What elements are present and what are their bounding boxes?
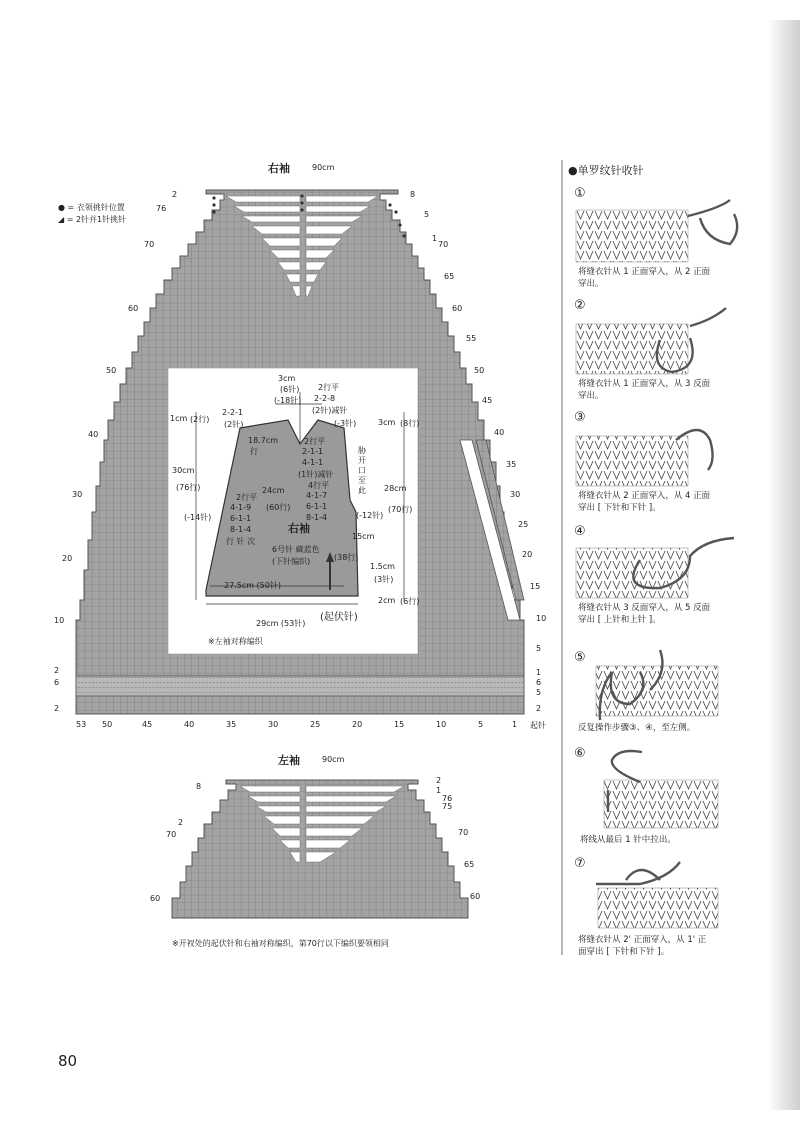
schematic-label: (2行): [190, 415, 210, 424]
row-label: 65: [464, 860, 475, 869]
row-label: 60: [470, 892, 481, 901]
schematic-title: 右袖: [288, 522, 310, 535]
row-label: 40: [494, 428, 505, 437]
row-label: 2: [178, 818, 184, 827]
schematic-label: 24cm: [262, 486, 285, 495]
col-label: 50: [102, 720, 113, 729]
step-caption: 将缝衣针从 2' 正面穿入，从 1' 正面穿出 [ 下针和下针 ]。: [578, 935, 707, 957]
step-caption: 将缝衣针从 3 反面穿入，从 5 反面穿出 [ 上针和上针 ]。: [578, 603, 711, 625]
row-label: 8: [196, 782, 202, 791]
legend-decrease: ◢ = 2针并1针挑针: [58, 215, 127, 224]
schematic-label: (6行): [400, 597, 420, 606]
row-label: 60: [150, 894, 161, 903]
left-sleeve-note: ※开衩处的起伏针和右袖对称编织，第70行以下编织要领相同: [172, 939, 389, 948]
left-sleeve-title: 左袖: [278, 754, 300, 767]
row-label: 25: [518, 520, 529, 529]
col-label: 10: [436, 720, 447, 729]
row-label: 30: [510, 490, 521, 499]
schematic-label: 4行平: [308, 481, 330, 490]
row-label: 2: [54, 704, 60, 713]
row-label: 60: [128, 304, 139, 313]
row-label: 50: [106, 366, 117, 375]
schematic-label: (2针)减针: [312, 406, 348, 415]
row-label: 5: [424, 210, 430, 219]
step-number: ⑤: [574, 650, 586, 665]
schematic-label: (76行): [176, 483, 201, 492]
step2-illustration: [576, 324, 688, 374]
step7-illustration: [598, 888, 718, 928]
schematic-label: (8行): [400, 419, 420, 428]
col-label: 25: [310, 720, 321, 729]
legend-pickup: ● = 衣领挑针位置: [58, 203, 125, 212]
row-label: 2: [172, 190, 178, 199]
schematic-label: (-12针): [356, 511, 384, 520]
row-label: 1: [436, 786, 442, 795]
step-number: ②: [574, 298, 586, 313]
row-label: 30: [72, 490, 83, 499]
schematic-label: 6号针 藏蓝色: [272, 545, 320, 554]
col-label: 45: [142, 720, 153, 729]
schematic-label: 2cm: [378, 596, 396, 605]
schematic-label: 6-1-1: [230, 514, 252, 523]
row-label: 35: [506, 460, 517, 469]
row-label: 6: [536, 678, 542, 687]
cast-on-method: (起伏针): [320, 612, 358, 623]
schematic-label: 8-1-4: [306, 513, 328, 522]
step-number: ⑦: [574, 856, 586, 871]
schematic-label: 行 针 次: [226, 537, 256, 546]
row-label: 60: [452, 304, 463, 313]
schematic-label: (2针): [224, 420, 244, 429]
step-number: ④: [574, 524, 586, 539]
bindoff-title: ●单罗纹针收针: [568, 164, 644, 177]
row-label: 10: [536, 614, 547, 623]
schematic-label: 28cm: [384, 484, 407, 493]
schematic-label: (下针编织): [272, 557, 311, 566]
row-label: 20: [522, 550, 533, 559]
step-number: ⑥: [574, 746, 586, 761]
step1-illustration: [576, 210, 688, 262]
schematic-label: (-18针): [274, 396, 302, 405]
right-sleeve-rib-band: [76, 676, 524, 696]
row-label: 5: [536, 644, 542, 653]
row-label: 70: [144, 240, 155, 249]
row-label: 70: [438, 240, 449, 249]
schematic-label: 8-1-4: [230, 525, 252, 534]
col-label: 40: [184, 720, 195, 729]
row-label: 8: [410, 190, 416, 199]
step-caption: 将线从最后 1 针中拉出。: [580, 835, 676, 845]
col-label: 30: [268, 720, 279, 729]
cast-on-label: 起针: [530, 721, 546, 730]
schematic-label: 4-1-9: [230, 503, 252, 512]
schematic-label: 3cm: [278, 374, 296, 383]
row-label: 2: [54, 666, 60, 675]
right-sleeve-note: ※左袖对称编织: [208, 637, 263, 646]
left-sleeve-width: 90cm: [322, 755, 345, 764]
schematic-label: (38行): [334, 553, 359, 562]
schematic-label: 1.5cm: [370, 562, 395, 571]
step-caption: 将缝衣针从 2 正面穿入，从 4 正面穿出 [ 下针和下针 ]。: [578, 491, 711, 513]
row-label: 2: [436, 776, 442, 785]
row-label: 1: [536, 668, 542, 677]
schematic-label: 29cm (53针): [256, 619, 306, 628]
step-number: ①: [574, 186, 586, 201]
schematic-label: (-3针): [334, 419, 357, 428]
row-label: 76: [442, 794, 453, 803]
row-label: 50: [474, 366, 485, 375]
step5-illustration: [596, 666, 718, 716]
row-label: 45: [482, 396, 493, 405]
col-label: 53: [76, 720, 87, 729]
schematic-label: 4-1-7: [306, 491, 328, 500]
step1-yarn: [688, 200, 737, 244]
row-label: 76: [156, 204, 167, 213]
row-label: 1: [432, 234, 438, 243]
schematic-label: 15cm: [352, 532, 375, 541]
step4-illustration: [576, 548, 688, 598]
row-label: 55: [466, 334, 477, 343]
schematic-label: (70行): [388, 505, 413, 514]
schematic-label: 3cm: [378, 418, 396, 427]
row-label: 40: [88, 430, 99, 439]
schematic-label: 18.7cm: [248, 436, 279, 445]
schematic-label: (6针): [280, 385, 300, 394]
step-number: ③: [574, 410, 586, 425]
step3-illustration: [576, 436, 688, 486]
col-label: 1: [512, 720, 518, 729]
step-caption: 将缝衣针从 1 正面穿入，从 2 正面穿出。: [578, 267, 711, 289]
row-label: 20: [62, 554, 73, 563]
row-label: 65: [444, 272, 455, 281]
row-label: 10: [54, 616, 65, 625]
schematic-label: (-14针): [184, 513, 212, 522]
step7-yarn: [596, 862, 680, 884]
schematic-label: 1cm: [170, 414, 188, 423]
armhole-note: 胁开口至此: [358, 446, 366, 495]
row-label: 75: [442, 802, 453, 811]
col-label: 5: [478, 720, 484, 729]
schematic-label: 2行平: [304, 437, 326, 446]
row-label: 70: [166, 830, 177, 839]
schematic-label: 2-2-1: [222, 408, 244, 417]
row-label: 15: [530, 582, 541, 591]
chart-legend: [58, 202, 126, 226]
step-caption: 将缝衣针从 1 正面穿入，从 3 反面穿出。: [578, 379, 711, 401]
page-number: 80: [58, 1052, 78, 1070]
col-label: 15: [394, 720, 405, 729]
row-label: 70: [458, 828, 469, 837]
right-sleeve-width: 90cm: [312, 163, 335, 172]
col-label: 20: [352, 720, 363, 729]
schematic-label: (60行): [266, 503, 291, 512]
step6-illustration: [604, 780, 718, 828]
row-label: 5: [536, 688, 542, 697]
right-sleeve-title: 右袖: [268, 162, 290, 175]
schematic-label: 30cm: [172, 466, 195, 475]
schematic-label: 行: [250, 447, 258, 456]
step-caption: 反复操作步骤③、④，至左侧。: [578, 723, 696, 733]
schematic-label: 27.5cm (50针): [224, 581, 281, 590]
schematic-label: 2行平: [318, 383, 340, 392]
left-sleeve-chart: [172, 780, 468, 918]
schematic-label: 4-1-1: [302, 458, 324, 467]
schematic-label: 2-2-8: [314, 394, 336, 403]
schematic-label: 6-1-1: [306, 502, 328, 511]
col-label: 35: [226, 720, 237, 729]
schematic-label: 2-1-1: [302, 447, 324, 456]
bindoff-illustrations: [576, 200, 737, 928]
schematic-label: (3针): [374, 575, 394, 584]
row-label: 2: [536, 704, 542, 713]
row-label: 6: [54, 678, 60, 687]
schematic-label: (1针)减针: [298, 470, 334, 479]
schematic-label: 2行平: [236, 493, 258, 502]
